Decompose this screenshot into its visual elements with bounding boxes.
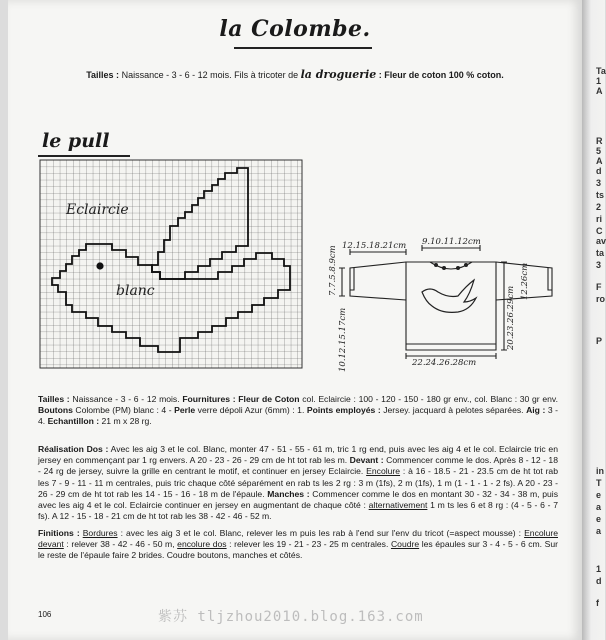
brand-name: la droguerie	[300, 68, 377, 81]
measure-top-left: 12.15.18.21cm	[342, 241, 407, 251]
spine-fragment: av	[596, 236, 606, 246]
spine-fragment: ri	[596, 214, 603, 224]
aig-text: 3 - 4.	[38, 405, 558, 427]
devant-label: Devant :	[349, 455, 384, 466]
aig-label: Aig :	[526, 405, 546, 416]
points-label: Points employés :	[306, 405, 381, 416]
tailles-text: Naissance - 3 - 6 - 12 mois.	[69, 394, 183, 404]
spine-fragment: A	[596, 156, 603, 166]
echantillon-label: Echantillon :	[47, 416, 100, 427]
left-sleeve-outline	[350, 262, 406, 300]
section-heading: le pull	[42, 130, 110, 152]
encolure-label: Encolure	[366, 466, 401, 477]
spine-fragment: ts	[596, 190, 605, 200]
encolure-text: : à 16 - 18.5 - 21 - 23.5 cm de ht tot rab les 7 - 9 - 11 - 11 m centrales, puis tric chaque côté séparément en rab ts les 2 rg : 3 m (1fs), 2 m (1fs), 1 m (1 - 1 - 1 - 2 fs). A 20 - 23 - 26 - 29 cm de ht tot rab les 14 - 15 - 16 - 18 m de l'épaule.	[38, 466, 558, 499]
finitions-label: Finitions :	[38, 528, 80, 538]
spine-fragment: P	[596, 336, 603, 346]
button-1	[434, 263, 438, 267]
spine-fragment: ta	[596, 248, 605, 258]
chart-label-eclaircie: Eclaircie	[66, 202, 129, 218]
sweater-schematic	[330, 232, 570, 362]
boutons-label: Boutons	[38, 405, 73, 416]
front-dove-motif	[422, 280, 476, 312]
dos-label: Réalisation Dos :	[38, 444, 109, 454]
tailles-label: Tailles :	[38, 394, 70, 404]
spine-fragment: 3	[596, 260, 602, 270]
chart-grid-lines	[40, 160, 302, 368]
spine-fragment: A	[596, 86, 603, 96]
measure-left-top: 7.7.5.8.9cm	[328, 245, 338, 296]
spine-fragment: a	[596, 526, 602, 536]
sizes-line	[8, 68, 582, 81]
perle-label: Perle	[174, 405, 196, 416]
left-cuff	[350, 268, 354, 290]
coudre-word: Coudre	[390, 539, 420, 550]
manches-label: Manches :	[267, 488, 310, 499]
finitions-text: : avec les aig 3 et le col. Blanc, relever les m puis les rab à l'end sur l'env du tricot (=aspect mousse) :	[117, 528, 525, 538]
fournitures-text: col. Eclaircie : 100 - 120 - 150 - 180 gr env., col. Blanc : 30 gr env.	[299, 394, 558, 404]
bordures-word: Bordures	[82, 528, 118, 538]
facing-page-edge	[582, 0, 605, 640]
spine-fragment: f	[596, 598, 599, 608]
instructions-paragraph	[38, 444, 558, 522]
book-page	[8, 0, 582, 640]
measure-right-side: 20.23.26.29cm	[506, 285, 516, 350]
sweater-body-outline	[406, 262, 496, 350]
title-underline	[234, 47, 372, 49]
dim-line-left	[339, 268, 345, 296]
spine-fragment: 5	[596, 146, 602, 156]
spine-fragment: F	[596, 282, 602, 292]
spine-fragment: e	[596, 514, 602, 524]
spine-fragment: ro	[596, 294, 605, 304]
spine-fragment: in	[596, 466, 604, 476]
page-title: la Colombe.	[219, 16, 371, 42]
section-underline	[38, 155, 130, 157]
manches-text-end: 1 m ts les 6 et 8 rg : (4 - 5 - 6 - 7 fs). A 12 - 15 - 18 - 21 cm de ht tot rab les 38 - 42 - 46 - 52 m.	[38, 500, 558, 522]
spine-fragment: C	[596, 226, 603, 236]
spine-fragment: d	[596, 576, 602, 586]
points-text: Jersey. jacquard à pelotes séparées.	[380, 405, 527, 416]
dos-text: Avec les aig 3 et le col. Blanc, monter 47 - 51 - 55 - 61 m, tric 1 rg end, puis avec les aig 4 et le col. Eclaircie tric en jersey en commençant par 1 rg envers. A 20 - 23 - 26 - 29 cm de ht tot rab les m.	[38, 444, 558, 466]
spine-fragment: R	[596, 136, 603, 146]
perle-text: verre dépoli Azur (6mm) : 1.	[195, 405, 307, 416]
spine-fragment: e	[596, 490, 602, 500]
watermark: 紫苏 tljzhou2010.blog.163.com	[158, 609, 424, 625]
measure-left-bottom: 10.12.15.17cm	[338, 307, 348, 372]
spine-fragment: 3	[596, 178, 602, 188]
right-cuff	[548, 268, 552, 290]
spine-fragment: 1	[596, 564, 602, 574]
measure-right-top: 12.26cm	[520, 262, 530, 300]
encolure-devant-word: Encolure devant	[38, 528, 558, 550]
knitting-chart	[40, 160, 302, 368]
finitions-text-3: : relever les 19 - 21 - 23 - 25 m centrales.	[226, 539, 391, 550]
spine-fragment: T	[596, 478, 602, 488]
spine-fragment: 1	[596, 76, 602, 86]
yarn-text: : Fleur de coton 100 % coton.	[376, 70, 504, 80]
spine-fragment: d	[596, 166, 602, 176]
chart-label-blanc: blanc	[116, 283, 155, 299]
supplies-paragraph	[38, 394, 558, 428]
finishing-paragraph	[38, 528, 558, 562]
measure-top-right: 9.10.11.12cm	[422, 237, 481, 247]
finitions-text-2: : relever 38 - 42 - 46 - 50 m,	[63, 539, 178, 550]
button-3	[456, 266, 460, 270]
boutons-text: Colombe (PM) blanc : 4 -	[72, 405, 175, 416]
fournitures-label: Fournitures : Fleur de Coton	[182, 394, 300, 404]
devant-text: Commencer comme le dos. Après 8 - 12 - 18 - 24 rg de jersey, suivre la grille en centrant le motif, et continuer en jersey Eclaircie.	[38, 455, 558, 477]
sizes-text: Naissance - 3 - 6 - 12 mois. Fils à tricoter de	[119, 70, 301, 80]
button-4	[464, 263, 468, 267]
finitions-text-4: les épaules sur 3 - 4 - 5 - 6 cm. Sur le reste de l'épaule faire 2 brides. Coudre boutons, manches et côtés.	[38, 539, 558, 561]
encolure-dos-word: encolure dos	[177, 539, 227, 550]
page-number: 106	[38, 610, 52, 619]
button-2	[442, 266, 446, 270]
manches-text: Commencer comme le dos en montant 30 - 32 - 34 - 38 m, puis avec les aig 4 et le col. Eclaircie continuer en jersey en augmentant de chaque côté :	[38, 488, 559, 511]
dove-eye	[96, 262, 103, 269]
measure-bottom: 22.24.26.28cm	[412, 358, 477, 368]
alternativement-word: alternativement	[368, 500, 428, 511]
spine-fragment: 2	[596, 202, 602, 212]
spine-fragment: a	[596, 502, 602, 512]
sizes-label: Tailles :	[86, 70, 120, 80]
spine-fragment: Ta	[596, 66, 606, 76]
echantillon-text: 21 m x 28 rg.	[99, 416, 152, 427]
